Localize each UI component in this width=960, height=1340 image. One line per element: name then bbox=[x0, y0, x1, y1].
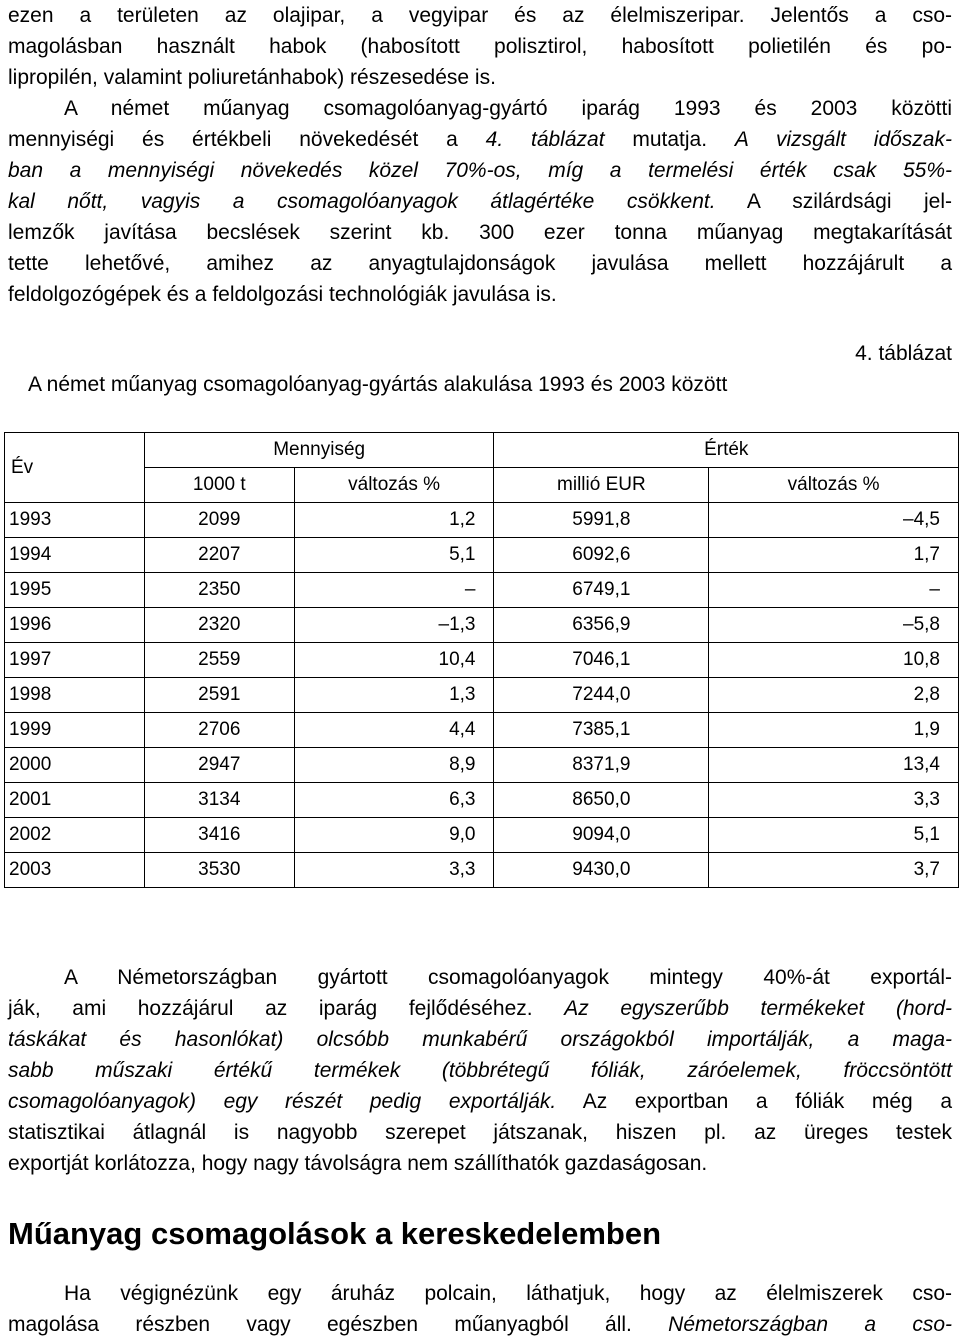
text-line bbox=[8, 993, 952, 1024]
header-value: Érték bbox=[494, 433, 959, 468]
cell-tons-change: 3,3 bbox=[294, 853, 494, 888]
text-line: exportját korlátozza, hogy nagy távolságra nem szállíthatók gazdaságosan. bbox=[8, 1152, 708, 1175]
text-run-italic: csomagolóanyagok) egy részét pedig exportálják. bbox=[8, 1090, 557, 1113]
cell-tons-change: 6,3 bbox=[294, 783, 494, 818]
cell-tons-change: 5,1 bbox=[294, 538, 494, 573]
table-title: A német műanyag csomagolóanyag-gyártás alakulása 1993 és 2003 között bbox=[28, 373, 728, 396]
header-year: Év bbox=[5, 433, 145, 503]
table-reference: 4. táblázat bbox=[485, 128, 605, 151]
cell-eur-change: –4,5 bbox=[709, 503, 959, 538]
table-body bbox=[5, 503, 959, 888]
cell-year: 2003 bbox=[5, 853, 145, 888]
table-row bbox=[5, 748, 959, 783]
cell-year: 2000 bbox=[5, 748, 145, 783]
data-table bbox=[4, 432, 959, 888]
cell-tons: 2706 bbox=[144, 713, 294, 748]
text-line: magolásban használt habok (habosított polisztirol, habosított polietilén és po- bbox=[8, 35, 952, 58]
cell-eur: 6749,1 bbox=[494, 573, 709, 608]
cell-tons-change: – bbox=[294, 573, 494, 608]
cell-eur-change: 3,7 bbox=[709, 853, 959, 888]
cell-tons-change: 10,4 bbox=[294, 643, 494, 678]
paragraph-intro bbox=[8, 0, 952, 93]
table-header-row bbox=[5, 433, 959, 468]
text-run: mennyiségi és értékbeli növekedését a bbox=[8, 128, 486, 151]
cell-year: 1994 bbox=[5, 538, 145, 573]
table-row bbox=[5, 853, 959, 888]
text-line: tette lehetővé, amihez az anyagtulajdonságok javulása mellett hozzájárult a bbox=[8, 252, 952, 275]
cell-year: 1995 bbox=[5, 573, 145, 608]
cell-eur: 7385,1 bbox=[494, 713, 709, 748]
text-run: magolása részben vagy egészben műanyagból áll. bbox=[8, 1313, 669, 1336]
cell-eur: 9094,0 bbox=[494, 818, 709, 853]
table-row bbox=[5, 503, 959, 538]
cell-year: 2001 bbox=[5, 783, 145, 818]
cell-year: 1998 bbox=[5, 678, 145, 713]
cell-tons-change: 8,9 bbox=[294, 748, 494, 783]
text-line: A Németországban gyártott csomagolóanyagok mintegy 40%-át exportál- bbox=[64, 966, 952, 989]
cell-tons: 3134 bbox=[144, 783, 294, 818]
text-run: ják, ami hozzájárul az iparág fejlődéséhez. bbox=[8, 997, 565, 1020]
cell-eur-change: 13,4 bbox=[709, 748, 959, 783]
cell-eur: 8650,0 bbox=[494, 783, 709, 818]
text-line: feldolgozógépek és a feldolgozási technológiák javulása is. bbox=[8, 283, 557, 306]
text-line bbox=[8, 1309, 952, 1340]
cell-tons: 2559 bbox=[144, 643, 294, 678]
cell-tons-change: 1,2 bbox=[294, 503, 494, 538]
table-row bbox=[5, 538, 959, 573]
header-thousand-tons: 1000 t bbox=[144, 468, 294, 503]
header-million-eur: millió EUR bbox=[494, 468, 709, 503]
cell-tons: 2591 bbox=[144, 678, 294, 713]
table-row bbox=[5, 573, 959, 608]
cell-eur-change: 1,9 bbox=[709, 713, 959, 748]
text-line: ezen a területen az olajipar, a vegyipar és az élelmiszeripar. Jelentős a cso- bbox=[8, 4, 952, 27]
cell-eur: 7244,0 bbox=[494, 678, 709, 713]
cell-eur-change: 5,1 bbox=[709, 818, 959, 853]
text-line: statisztikai átlagnál is nagyobb szerepet játszanak, hiszen pl. az üreges testek bbox=[8, 1121, 952, 1144]
table-row bbox=[5, 783, 959, 818]
text-line: lemzők javítása becslések szerint kb. 300 ezer tonna műanyag megtakarítását bbox=[8, 221, 952, 244]
cell-eur-change: 3,3 bbox=[709, 783, 959, 818]
cell-eur-change: –5,8 bbox=[709, 608, 959, 643]
header-value-change: változás % bbox=[709, 468, 959, 503]
cell-tons: 2207 bbox=[144, 538, 294, 573]
cell-tons: 2320 bbox=[144, 608, 294, 643]
text-line: Ha végignézünk egy áruház polcain, láthatjuk, hogy az élelmiszerek cso- bbox=[64, 1282, 952, 1305]
paragraph-growth bbox=[8, 93, 952, 310]
table-row bbox=[5, 643, 959, 678]
text-run-italic: kal nőtt, vagyis a csomagolóanyagok átlagértéke csökkent. bbox=[8, 190, 716, 213]
cell-eur-change: – bbox=[709, 573, 959, 608]
cell-eur: 8371,9 bbox=[494, 748, 709, 783]
cell-tons: 3416 bbox=[144, 818, 294, 853]
paragraph-export bbox=[8, 962, 952, 1179]
cell-eur: 5991,8 bbox=[494, 503, 709, 538]
table-subheader-row bbox=[5, 468, 959, 503]
paragraph-retail bbox=[8, 1278, 952, 1340]
cell-tons: 2350 bbox=[144, 573, 294, 608]
table-number: 4. táblázat bbox=[855, 342, 952, 365]
text-run-italic: Németországban a cso- bbox=[668, 1313, 952, 1336]
text-line bbox=[8, 124, 952, 155]
cell-tons-change: 1,3 bbox=[294, 678, 494, 713]
table-row bbox=[5, 818, 959, 853]
cell-tons: 2099 bbox=[144, 503, 294, 538]
text-line: táskákat és hasonlókat) olcsóbb munkabérű országokból importálják, a maga- bbox=[8, 1028, 952, 1051]
text-run: Az exportban a fóliák még a bbox=[556, 1090, 952, 1113]
text-line: lipropilén, valamint poliuretánhabok) részesedése is. bbox=[8, 66, 496, 89]
table-row bbox=[5, 678, 959, 713]
text-run-italic: Az egyszerűbb termékeket (hord- bbox=[564, 997, 952, 1020]
text-run: mutatja. bbox=[604, 128, 735, 151]
table-row bbox=[5, 713, 959, 748]
cell-eur: 6092,6 bbox=[494, 538, 709, 573]
text-run-italic: A vizsgált időszak- bbox=[734, 128, 952, 151]
cell-year: 1996 bbox=[5, 608, 145, 643]
cell-tons-change: 9,0 bbox=[294, 818, 494, 853]
cell-eur-change: 2,8 bbox=[709, 678, 959, 713]
cell-year: 1999 bbox=[5, 713, 145, 748]
cell-tons-change: 4,4 bbox=[294, 713, 494, 748]
header-quantity-change: változás % bbox=[294, 468, 494, 503]
cell-eur: 9430,0 bbox=[494, 853, 709, 888]
cell-eur: 6356,9 bbox=[494, 608, 709, 643]
text-line: sabb műszaki értékű termékek (többrétegű fóliák, záróelemek, fröccsöntött bbox=[8, 1059, 952, 1082]
cell-tons: 2947 bbox=[144, 748, 294, 783]
cell-tons-change: –1,3 bbox=[294, 608, 494, 643]
text-line bbox=[8, 186, 952, 217]
cell-eur-change: 10,8 bbox=[709, 643, 959, 678]
cell-year: 2002 bbox=[5, 818, 145, 853]
cell-eur: 7046,1 bbox=[494, 643, 709, 678]
cell-tons: 3530 bbox=[144, 853, 294, 888]
text-run: A szilárdsági jel- bbox=[715, 190, 953, 213]
text-line: ban a mennyiségi növekedés közel 70%-os, míg a termelési érték csak 55%- bbox=[8, 159, 952, 182]
text-line: A német műanyag csomagolóanyag-gyártó iparág 1993 és 2003 közötti bbox=[64, 97, 952, 120]
header-quantity: Mennyiség bbox=[144, 433, 494, 468]
cell-eur-change: 1,7 bbox=[709, 538, 959, 573]
section-heading: Műanyag csomagolások a kereskedelemben bbox=[8, 1216, 662, 1251]
text-line bbox=[8, 1086, 952, 1117]
cell-year: 1997 bbox=[5, 643, 145, 678]
table-row bbox=[5, 608, 959, 643]
cell-year: 1993 bbox=[5, 503, 145, 538]
